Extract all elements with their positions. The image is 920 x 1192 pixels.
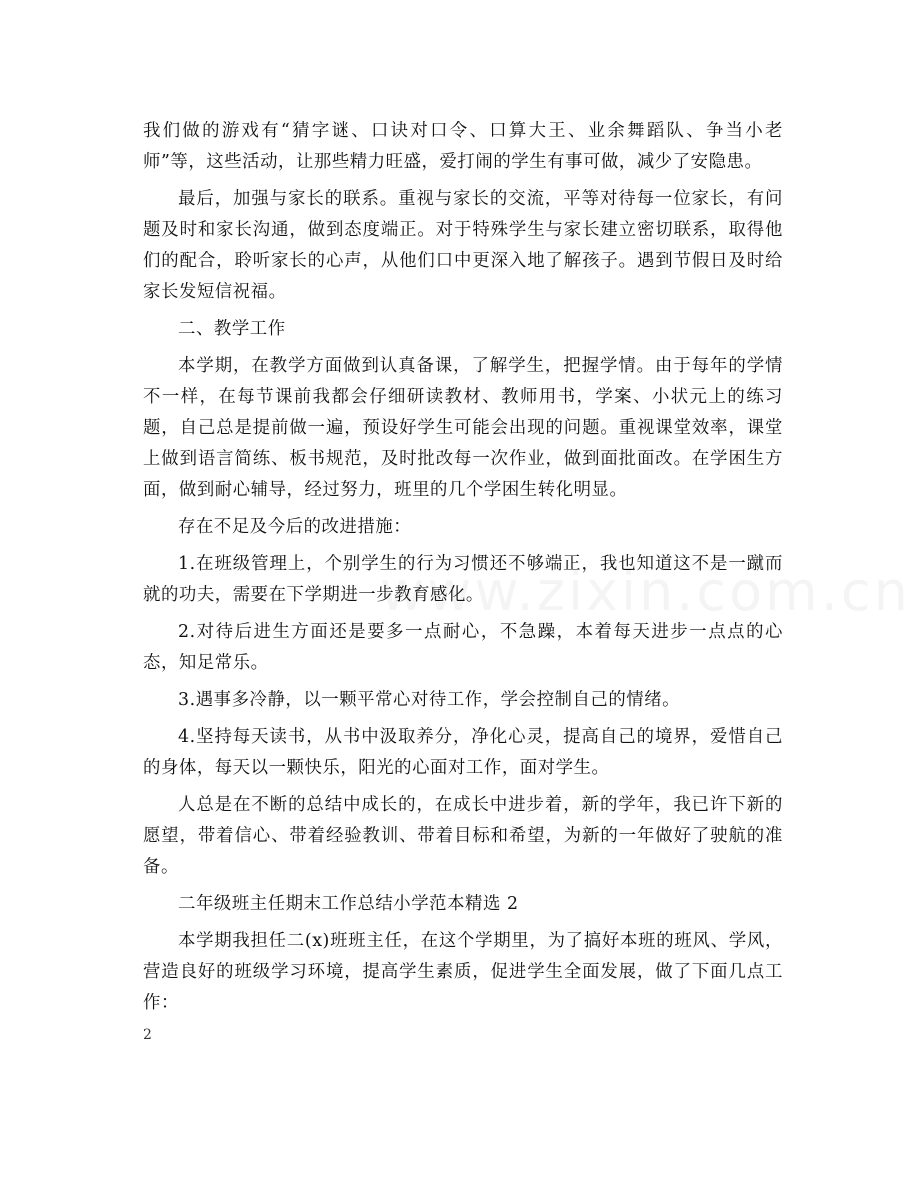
document-body bbox=[143, 116, 783, 1019]
paragraph-games: 我们做的游戏有“猜字谜、口诀对口令、口算大王、业余舞蹈队、争当小老师”等，这些活动，让那些精力旺盛，爱打闹的学生有事可做，减少了安隐患。 bbox=[143, 121, 783, 172]
article-title-2: 二年级班主任期末工作总结小学范本精选 2 bbox=[178, 894, 519, 914]
list-item-3: 3.遇事多冷静，以一颗平常心对待工作，学会控制自己的情绪。 bbox=[178, 690, 681, 710]
paragraph-conclusion: 人总是在不断的总结中成长的，在成长中进步着，新的学年，我已许下新的愿望，带着信心、带着经验教训、带着目标和希望，为新的一年做好了驶航的准备。 bbox=[143, 795, 783, 877]
section-heading-teaching: 二、教学工作 bbox=[178, 319, 286, 339]
paragraph-parents: 最后，加强与家长的联系。重视与家长的交流，平等对待每一位家长，有问题及时和家长沟通，做到态度端正。对于特殊学生与家长建立密切联系，取得他们的配合，聆听家长的心声，从他们口中更深入地了解孩子。遇到节假日及时给家长发短信祝福。 bbox=[143, 189, 783, 302]
list-item-4: 4.坚持每天读书，从书中汲取养分，净化心灵，提高自己的境界，爱惜自己的身体，每天以一颗快乐，阳光的心面对工作，面对学生。 bbox=[143, 727, 783, 778]
paragraph-improvements-heading: 存在不足及今后的改进措施： bbox=[178, 517, 412, 537]
list-item-1: 1.在班级管理上，个别学生的行为习惯还不够端正，我也知道这不是一蹴而就的功夫，需要在下学期进一步教育感化。 bbox=[143, 554, 783, 605]
paragraph-teaching: 本学期，在教学方面做到认真备课，了解学生，把握学情。由于每年的学情不一样，在每节课前我都会仔细研读教材、教师用书，学案、小状元上的练习题，自己总是提前做一遍，预设好学生可能会出现的问题。重视课堂效率，课堂上做到语言简练、板书规范，及时批改每一次作业，做到面批面改。在学困生方面，做到耐心辅导，经过努力，班里的几个学困生转化明显。 bbox=[143, 356, 783, 500]
list-item-2: 2.对待后进生方面还是要多一点耐心，不急躁，本着每天进步一点点的心态，知足常乐。 bbox=[143, 622, 783, 673]
page-number: 2 bbox=[143, 1027, 152, 1043]
paragraph-intro-2: 本学期我担任二(x)班班主任，在这个学期里，为了搞好本班的班风、学风，营造良好的班级学习环境，提高学生素质，促进学生全面发展，做了下面几点工作： bbox=[143, 931, 783, 1013]
